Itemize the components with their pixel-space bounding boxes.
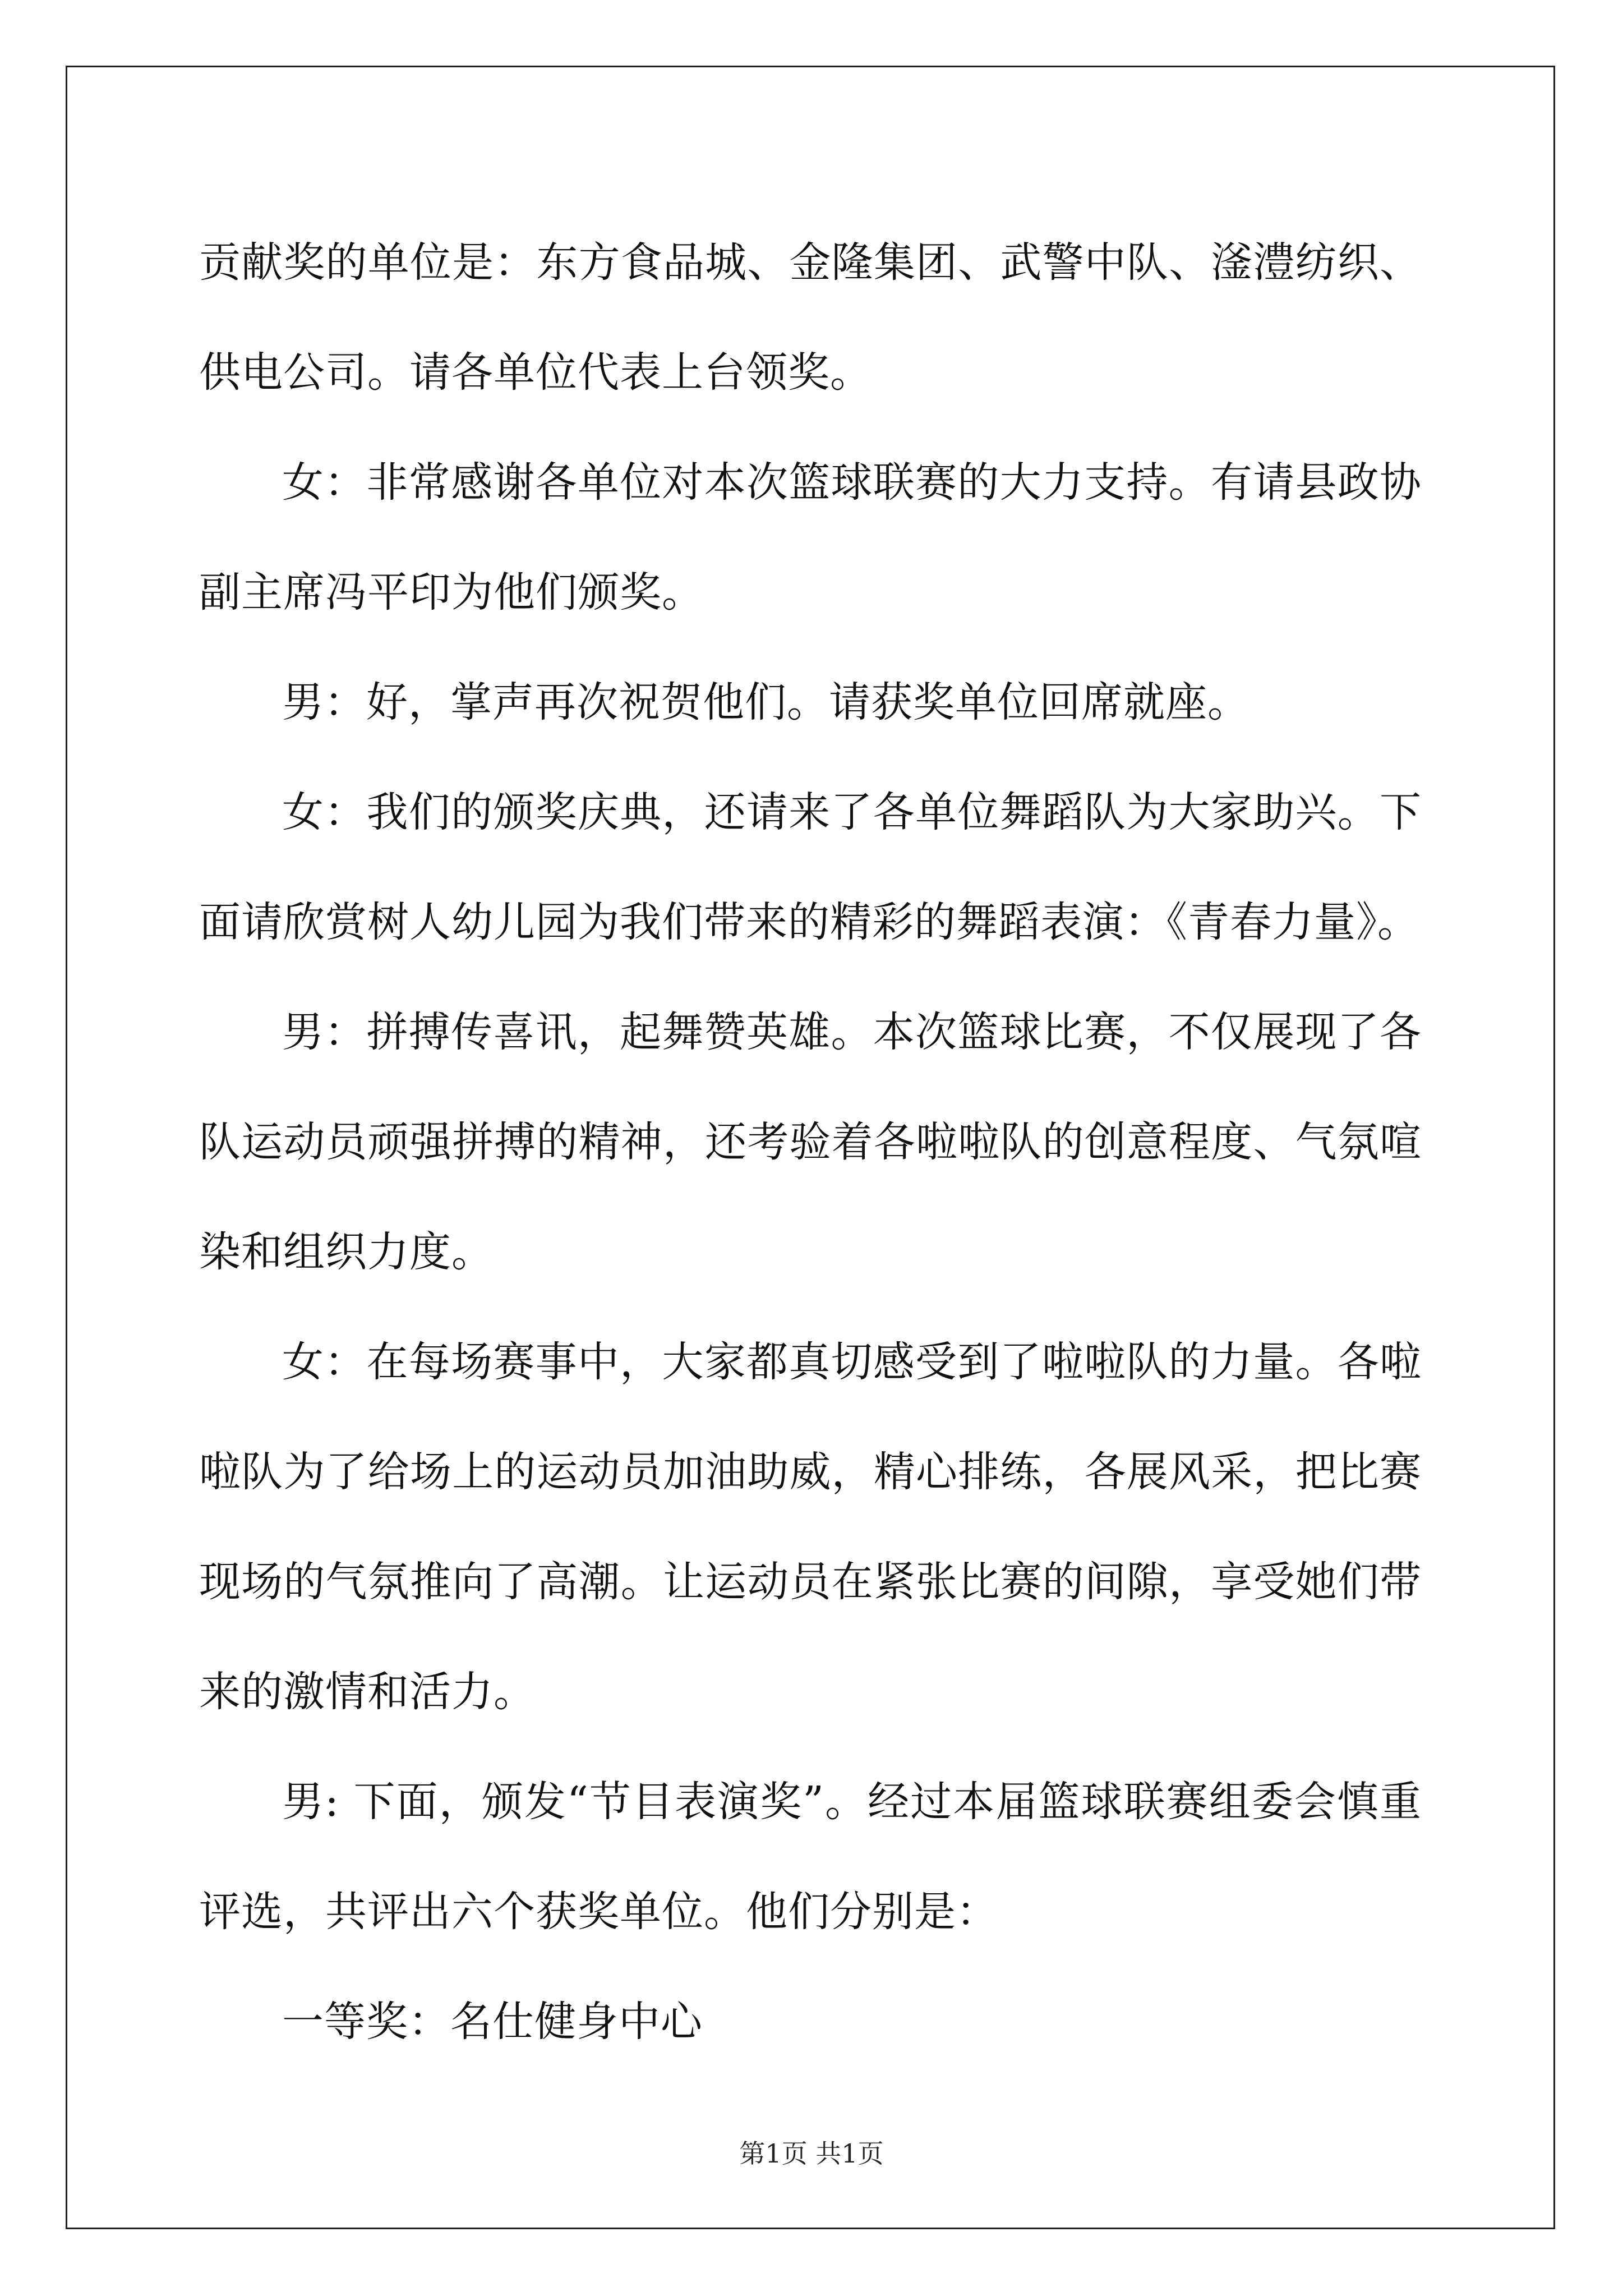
paragraph: 女：非常感谢各单位对本次篮球联赛的大力支持。有请县政协副主席冯平印为他们颁奖。 (199, 458, 1422, 616)
paragraph: 贡献奖的单位是：东方食品城、金隆集团、武警中队、滏澧纺织、供电公司。请各单位代表上台领奖。 (199, 238, 1422, 397)
paragraph: 男: 下面，颁发“节目表演奖”。经过本届篮球联赛组委会慎重评选，共评出六个获奖单位。他们分别是： (199, 1778, 1422, 1936)
paragraph: 女：我们的颁奖庆典，还请来了各单位舞蹈队为大家助兴。下面请欣赏树人幼儿园为我们带来的精彩的舞蹈表演：《青春力量》。 (199, 788, 1422, 946)
paragraph: 一等奖：名仕健身中心 (282, 1998, 703, 2046)
paragraph: 男：好，掌声再次祝贺他们。请获奖单位回席就座。 (282, 678, 1249, 726)
document-body (199, 208, 1422, 2077)
page-footer: 第1页 共1页 (739, 2138, 884, 2169)
paragraph: 女：在每场赛事中，大家都真切感受到了啦啦队的力量。各啦啦队为了给场上的运动员加油助威，精心排练，各展风采，把比赛现场的气氛推向了高潮。让运动员在紧张比赛的间隙，享受她们带来的激情和活力。 (199, 1338, 1422, 1716)
paragraph: 男：拼搏传喜讯，起舞赞英雄。本次篮球比赛，不仅展现了各队运动员顽强拼搏的精神，还考验着各啦啦队的创意程度、气氛喧染和组织力度。 (199, 1008, 1422, 1276)
